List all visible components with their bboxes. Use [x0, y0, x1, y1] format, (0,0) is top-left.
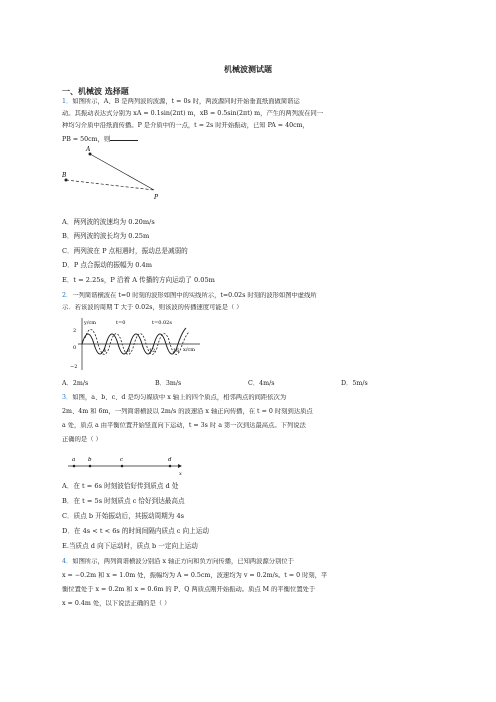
line-pa — [90, 154, 154, 190]
tick-4: 4 — [103, 348, 107, 354]
q2-text-1: 一列简谐横波在 t=0 时刻的波形如图中的实线所示，t=0.02s 时刻的波形如图中虚线所 — [72, 292, 317, 299]
q1-number: 1． — [62, 98, 73, 105]
q2-option-c: C．4m/s — [248, 380, 275, 387]
q1-text-4: PB = 50cm，则 — [62, 136, 111, 143]
axis-arrow-icon — [178, 464, 182, 468]
line-pb — [66, 180, 154, 190]
q3-line-3: a 处，质点 a 由平衡位置开始竖直向下运动，t = 3s 时 a 第一次到达最高点。下列说法 — [62, 422, 306, 429]
label-c: c — [120, 457, 124, 463]
y-max-label: 2 — [73, 328, 77, 334]
y-min-label: −2 — [70, 364, 78, 370]
q1-figure — [62, 144, 202, 204]
label-d: d — [168, 457, 172, 463]
tick-8: 8 — [127, 348, 131, 354]
q1-line-2: 动。其振动表达式分别为 xA = 0.1sin(2πt) m，xB = 0.5sin(2πt) m，产生的两列波在同一 — [62, 110, 324, 117]
q2-options — [62, 378, 434, 387]
q3-figure — [66, 452, 186, 476]
q4-number: 4． — [62, 558, 73, 565]
q1-line-3: 种均匀介质中沿纸面传播。P 是介质中的一点，t = 2s 时开始振动，已知 PA = 40cm， — [62, 122, 309, 129]
tick-12: 12 — [149, 348, 156, 354]
x-axis-label: x/cm — [183, 347, 196, 353]
origin-label: 0 — [73, 345, 77, 351]
t0-label: t=0 — [116, 320, 126, 326]
q3-line-1 — [62, 394, 434, 402]
q1-option-a: A．两列波的波速均为 0.20m/s — [62, 218, 155, 226]
q1-line-1 — [62, 98, 434, 106]
q1-text-1: 如图所示，A、B 是两列波的波源，t = 0s 时，两波源同时开始垂直纸面做简谐运 — [72, 98, 300, 105]
q2-line-1 — [62, 292, 434, 300]
q4-line-3: 衡位置处于 x = 0.2m 和 x = 0.6m 的 P、Q 两质点刚开始振动。质点 M 的平衡位置处于 — [62, 586, 316, 593]
q2-number: 2． — [62, 292, 73, 299]
label-a: A — [86, 146, 91, 153]
q1-line-4 — [62, 134, 434, 144]
point-c — [121, 465, 124, 468]
label-b: b — [88, 457, 92, 463]
q2-wave-figure — [64, 316, 214, 372]
label-b: B — [62, 172, 67, 179]
q1-option-c: C．两列波在 P 点相遇时，振动总是减弱的 — [62, 247, 188, 255]
q3-line-2: 2m、4m 和 6m，一列简谐横波以 2m/s 的波速沿 x 轴正向传播，在 t = 0 时刻到达质点 — [62, 408, 313, 415]
page-title: 机械波测试题 — [224, 64, 272, 74]
q2-option-d: D．5m/s — [341, 380, 368, 387]
q1-option-b: B．两列波的波长均为 0.25m — [62, 232, 150, 240]
y-axis-label: y/cm — [84, 320, 97, 326]
q2-option-a: A．2m/s — [62, 380, 89, 387]
answer-blank — [110, 134, 138, 141]
section-heading: 一、机械波 选择题 — [62, 86, 129, 96]
q2-line-2: 示．若该波的周期 T 大于 0.02s，则该波的传播速度可能是（ ） — [62, 304, 243, 311]
solid-wave — [82, 328, 186, 354]
point-a — [73, 465, 76, 468]
q3-option-a: A．在 t = 6s 时刻波恰好传到质点 d 处 — [62, 482, 179, 490]
q3-option-d: D．在 4s < t < 6s 的时间间隔内质点 c 向上运动 — [62, 527, 209, 535]
q3-line-4: 正确的是（ ） — [62, 436, 102, 443]
q4-line-1 — [62, 558, 434, 566]
q1-option-d: D．P 点合振动的振幅为 0.4m — [62, 261, 152, 269]
q4-line-2: x = −0.2m 和 x = 1.0m 处，振幅均为 A = 0.5cm，波速均为 v = 0.2m/s。t = 0 时刻，平 — [62, 572, 328, 579]
point-b — [89, 465, 92, 468]
label-p: P — [154, 194, 159, 201]
q3-option-b: B．在 t = 5s 时刻质点 c 恰好到达最高点 — [62, 497, 185, 505]
t1-label: t=0.02s — [152, 320, 172, 326]
label-a: a — [72, 457, 76, 463]
tick-16: 16 — [173, 348, 180, 354]
label-x: x — [179, 471, 182, 476]
q3-text-1: 如图，a、b、c、d 是均匀媒质中 x 轴上的四个质点，相邻两点的间距依次为 — [72, 394, 287, 401]
q3-number: 3． — [62, 394, 73, 401]
q4-line-4: x = 0.4m 处，以下说法正确的是（ ） — [62, 600, 171, 607]
point-d — [169, 465, 172, 468]
q1-option-e: E．t = 2.25s，P 沿着 A 传播的方向运动了 0.05m — [62, 276, 215, 284]
q3-option-c: C．质点 b 开始振动后，其振动周期为 4s — [62, 512, 185, 520]
q3-option-e: E.当质点 d 向下运动时，质点 b 一定向上运动 — [62, 542, 198, 550]
q4-text-1: 如图所示，两列简谐横波分别沿 x 轴正方向和负方向传播，已知两波源分别位于 — [72, 558, 294, 565]
q2-option-b: B．3m/s — [155, 380, 182, 387]
